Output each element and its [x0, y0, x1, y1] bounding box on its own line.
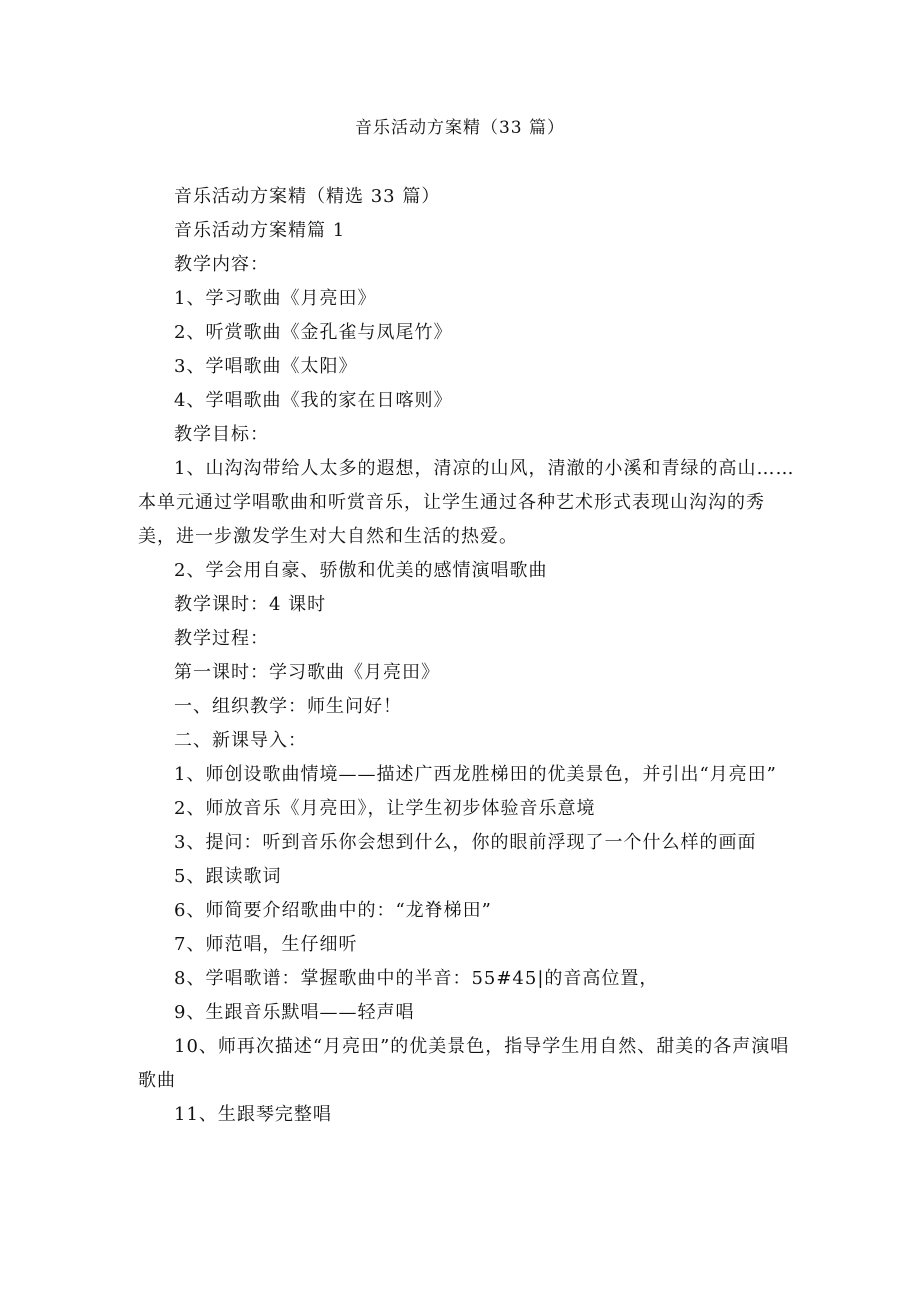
paragraph: 1、学习歌曲《月亮田》 [174, 288, 377, 309]
paragraph: 8、学唱歌谱：掌握歌曲中的半音：55#45|的音高位置， [174, 968, 659, 989]
paragraph: 4、学唱歌曲《我的家在日喀则》 [174, 390, 453, 411]
paragraph: 教学课时：4 课时 [174, 594, 327, 615]
paragraph: 1、师创设歌曲情境——描述广西龙胜梯田的优美景色，并引出“月亮田” [174, 764, 777, 785]
document-title: 音乐活动方案精（33 篇） [354, 118, 566, 138]
paragraph: 2、学会用自豪、骄傲和优美的感情演唱歌曲 [174, 560, 548, 581]
paragraph: 11、生跟琴完整唱 [174, 1104, 332, 1125]
paragraph: 教学内容： [174, 254, 269, 275]
paragraph: 3、学唱歌曲《太阳》 [174, 356, 358, 377]
paragraph: 10、师再次描述“月亮田”的优美景色，指导学生用自然、甜美的各声演唱歌曲 [138, 1036, 790, 1091]
paragraph: 7、师范唱，生仔细听 [174, 934, 358, 955]
paragraph: 2、师放音乐《月亮田》，让学生初步体验音乐意境 [174, 798, 596, 819]
paragraph: 3、提问：听到音乐你会想到什么，你的眼前浮现了一个什么样的画面 [174, 832, 757, 853]
paragraph: 教学过程： [174, 628, 269, 649]
paragraph: 9、生跟音乐默唱——轻声唱 [174, 1002, 415, 1023]
paragraph: 5、跟读歌词 [174, 866, 282, 887]
paragraph: 音乐活动方案精（精选 33 篇） [174, 186, 441, 207]
paragraph: 2、听赏歌曲《金孔雀与凤尾竹》 [174, 322, 453, 343]
document-body [138, 180, 796, 1132]
paragraph: 教学目标： [174, 424, 269, 445]
paragraph: 1、山沟沟带给人太多的遐想，清凉的山风，清澈的小溪和青绿的高山……本单元通过学唱歌曲和听赏音乐，让学生通过各种艺术形式表现山沟沟的秀美，进一步激发学生对大自然和生活的热爱。 [138, 458, 795, 547]
paragraph: 第一课时：学习歌曲《月亮田》 [174, 662, 440, 683]
paragraph: 二、新课导入： [174, 730, 307, 751]
paragraph: 6、师简要介绍歌曲中的：“龙脊梯田” [174, 900, 492, 921]
paragraph: 一、组织教学：师生问好！ [174, 696, 402, 717]
paragraph: 音乐活动方案精篇 1 [174, 220, 346, 241]
